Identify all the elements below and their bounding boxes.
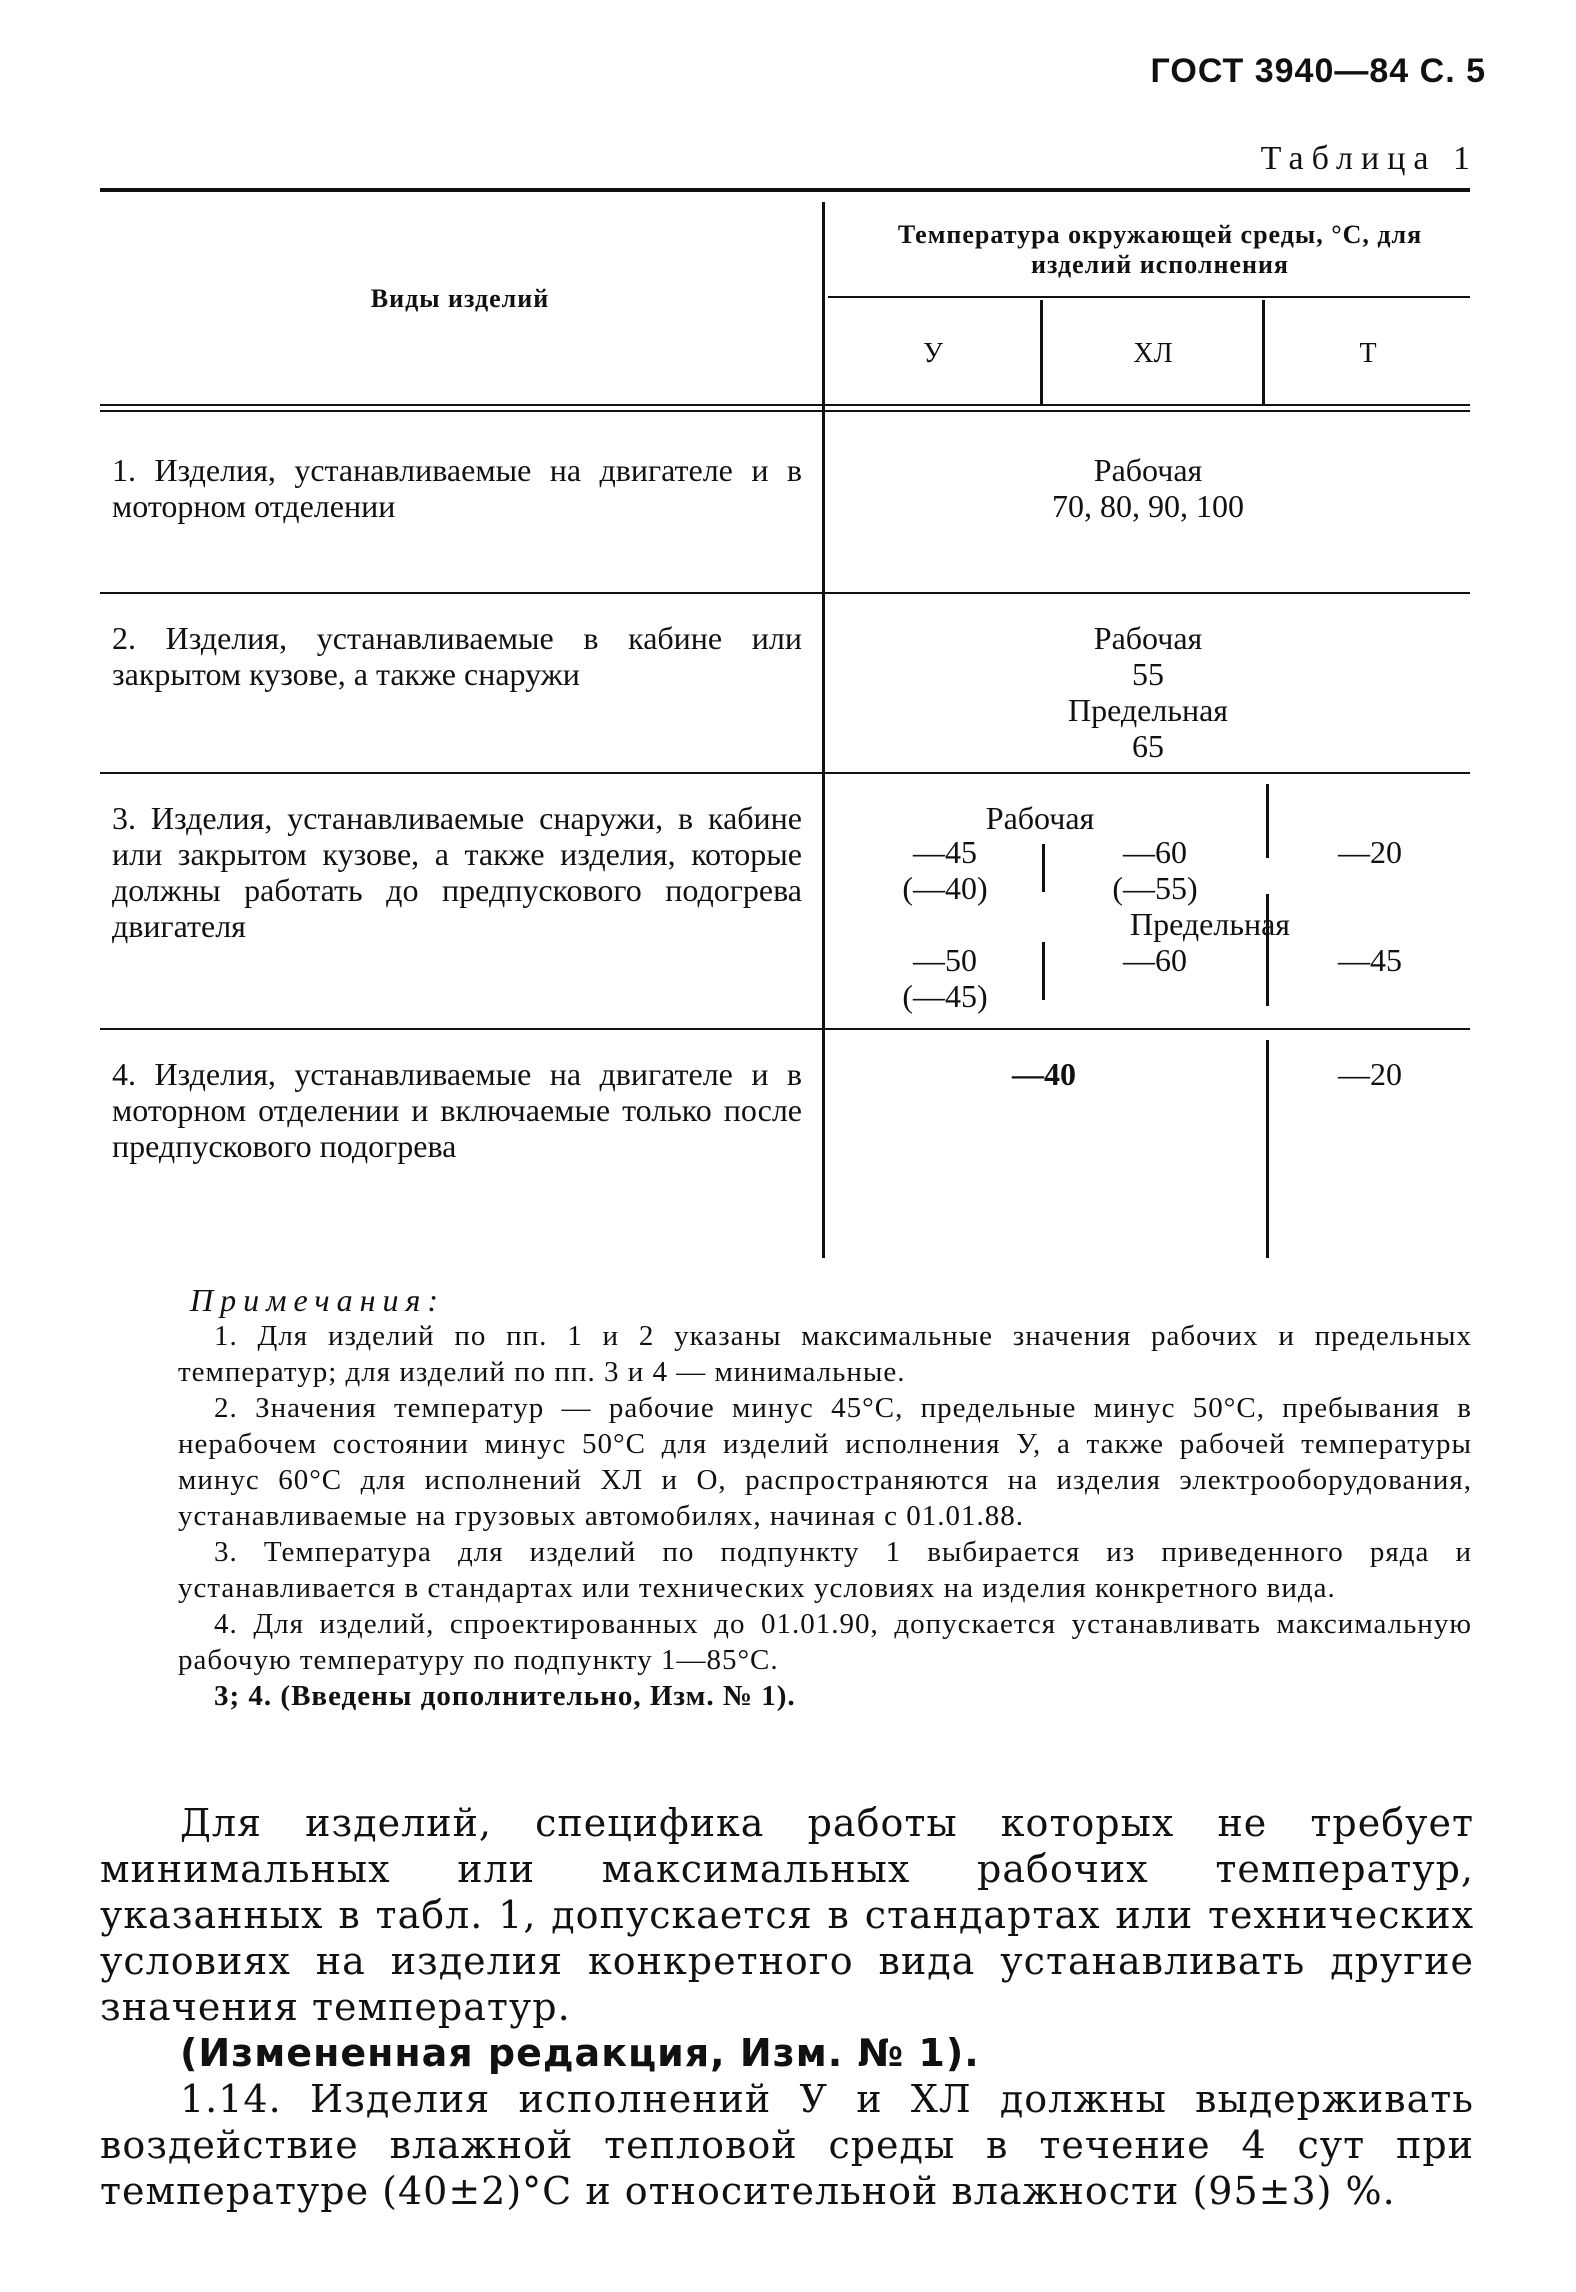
note-4: 4. Для изделий, спроектированных до 01.01.90, допускается устанавливать максимальную рабочую температуру по подпункту 1—85°С.: [178, 1608, 1472, 1676]
row2-label: 2. Изделия, устанавливаемые в кабине или закрытом кузове, а также снаружи: [112, 620, 802, 692]
row2-kind2: Предельная: [1068, 692, 1228, 728]
row2-value2: 65: [1132, 728, 1164, 764]
row3-hl1b: (—55): [1112, 870, 1198, 906]
table-top-rule: [100, 188, 1470, 192]
header-group-rule: [828, 296, 1470, 298]
row3-u2b: (—45): [902, 978, 988, 1014]
row3-u-hl-divider-b: [1042, 942, 1045, 1000]
row3-label: 3. Изделия, устанавливаемые снаружи, в кабине или закрытом кузове, а также изделия, которые должны работать до предпускового подогрева двигателя: [112, 800, 802, 944]
paragraph-1: Для изделий, специфика работы которых не требует минимальных или максимальных рабочих температур, указанных в табл. 1, допускается в стандартах или технических условиях на изделия конкретного вида устанавливать другие значения температур.: [100, 1801, 1474, 2029]
header-bottom-rule-1: [100, 404, 1470, 406]
col-header-u: У: [923, 338, 943, 369]
row4-t-divider: [1266, 1040, 1269, 1258]
main-column-divider: [822, 202, 825, 1258]
row3-u1b: (—40): [902, 870, 988, 906]
notes-section: [178, 1282, 1472, 1714]
notes-title: Примечания:: [190, 1282, 445, 1318]
row-divider-1: [100, 592, 1470, 594]
col-header-t: Т: [1359, 338, 1377, 369]
row4-u-hl-value: —40: [1012, 1056, 1076, 1092]
table-caption: Таблица 1: [1260, 140, 1478, 177]
row-divider-3: [100, 1028, 1470, 1030]
page-header: ГОСТ 3940—84 С. 5: [1150, 52, 1486, 90]
row-divider-2: [100, 772, 1470, 774]
row3-t-divider-a: [1266, 784, 1269, 858]
row3-u2: —50: [913, 942, 977, 978]
row4-label: 4. Изделия, устанавливаемые на двигателе и в моторном отделении и включаемые только после предпускового подогрева: [112, 1056, 802, 1164]
row4-t-value: —20: [1338, 1056, 1402, 1092]
temperature-table: [100, 188, 1470, 1258]
note-1: 1. Для изделий по пп. 1 и 2 указаны максимальные значения рабочих и предельных температур; для изделий по пп. 3 и 4 — минимальные.: [178, 1320, 1472, 1388]
row3-u1: —45: [913, 834, 977, 870]
row1-label: 1. Изделия, устанавливаемые на двигателе и в моторном отделении: [112, 452, 802, 524]
col-header-main: Виды изделий: [370, 284, 550, 313]
paragraph-2: 1.14. Изделия исполнений У и ХЛ должны выдерживать воздействие влажной тепловой среды в течение 4 сут при температуре (40±2)°С и относительной влажности (95±3) %.: [100, 2077, 1474, 2213]
row3-kind2: Предельная: [1130, 906, 1290, 942]
row2-kind1: Рабочая: [1093, 620, 1203, 656]
header-bottom-rule-2: [100, 410, 1470, 412]
notes-amendment: 3; 4. (Введены дополнительно, Изм. № 1).: [214, 1680, 796, 1712]
row1-values: 70, 80, 90, 100: [1052, 488, 1244, 524]
row3-hl1: —60: [1123, 834, 1187, 870]
row3-t1: —20: [1338, 834, 1402, 870]
row3-kind1: Рабочая: [985, 800, 1095, 836]
row2-value1: 55: [1132, 656, 1164, 692]
amendment-2: (Измененная редакция, Изм. № 1).: [180, 2031, 980, 2075]
row1-kind: Рабочая: [1093, 452, 1203, 488]
body-text: [100, 1800, 1474, 2214]
header-u-hl-divider: [1040, 300, 1043, 404]
row3-t2: —45: [1338, 942, 1402, 978]
row3-hl2: —60: [1123, 942, 1187, 978]
row3-u-hl-divider-a: [1042, 844, 1045, 892]
col-header-group: Температура окружающей среды, °С, для изделий исполнения: [897, 220, 1423, 279]
header-hl-t-divider: [1262, 300, 1265, 404]
note-3: 3. Температура для изделий по подпункту 1 выбирается из приведенного ряда и устанавливается в стандартах или технических условиях на изделия конкретного вида.: [178, 1536, 1472, 1604]
note-2: 2. Значения температур — рабочие минус 45°С, предельные минус 50°С, пребывания в нерабочем состоянии минус 50°С для изделий исполнения У, а также рабочей температуры минус 60°С для исполнений ХЛ и О, распространяются на изделия электрооборудования, устанавливаемые на грузовых автомобилях, начиная с 01.01.88.: [178, 1392, 1472, 1532]
col-header-hl: ХЛ: [1133, 338, 1173, 369]
